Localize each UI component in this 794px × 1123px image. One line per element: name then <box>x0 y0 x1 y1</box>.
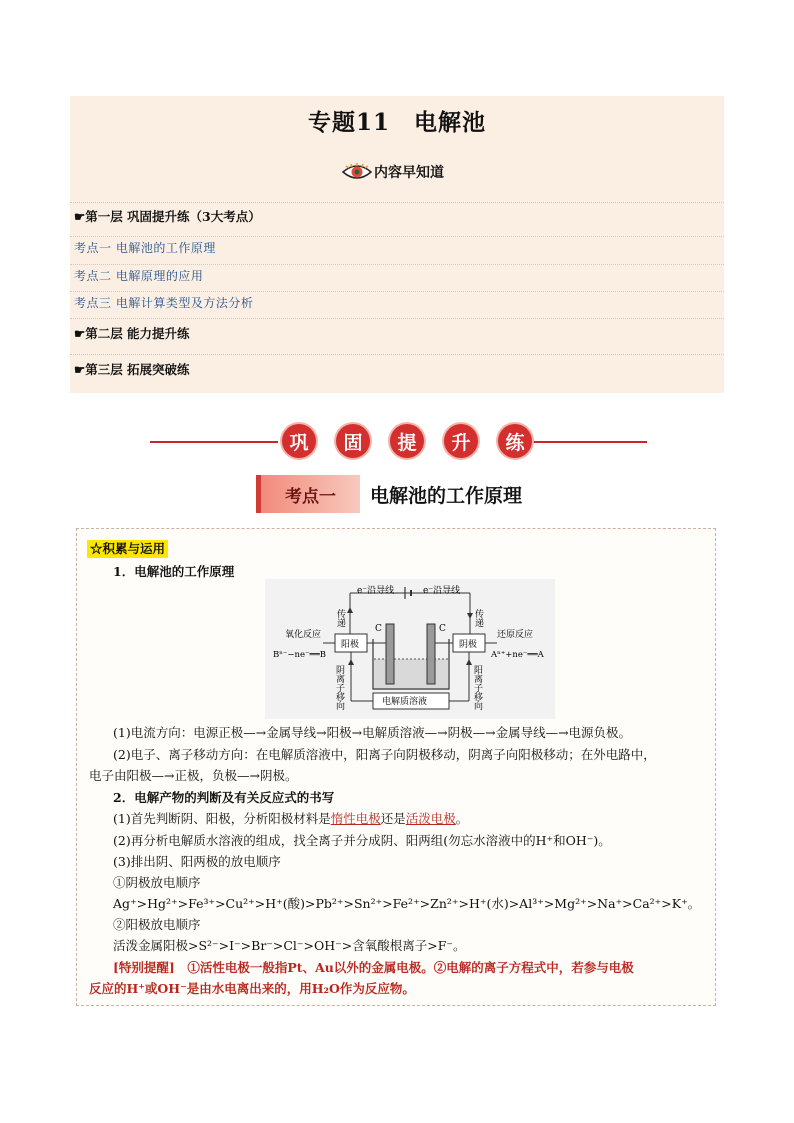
line-composition: (2)再分析电解质水溶液的组成，找全离子并分成阴、阳两组(勿忘水溶液中的H⁺和OH⁻)。 <box>113 833 611 848</box>
inert-electrode-term: 惰性电极 <box>330 811 381 826</box>
transfer-left-label: 传递 <box>335 609 345 627</box>
toc-layer-3[interactable]: ☛第三层 拓展突破练 <box>74 362 190 377</box>
accumulate-badge: ☆积累与运用 <box>87 540 168 558</box>
section-banner <box>150 424 647 460</box>
wire-left-label: e⁻沿导线 <box>357 586 395 596</box>
line-movement-a: (2)电子、离子移动方向：在电解质溶液中，阳离子向阴极移动，阴离子向阳极移动；在外电路中， <box>113 747 656 762</box>
toc-layer-2[interactable]: ☛第二层 能力提升练 <box>74 326 190 341</box>
special-reminder-a: [特别提醒] ①活性电极一般指Pt、Au以外的金属电极。②电解的离子方程式中，若参与电极 <box>113 960 634 975</box>
cation-migration-label: 阳离子移向 <box>472 665 482 710</box>
line-cathode-order-title: ①阴极放电顺序 <box>113 875 201 890</box>
content-box <box>76 528 716 1006</box>
cathode-label: 阴极 <box>459 640 478 650</box>
eye-icon <box>342 163 372 181</box>
toc-point-3[interactable]: 考点三 电解计算类型及方法分析 <box>74 296 254 310</box>
line-anode-order-title: ②阳极放电顺序 <box>113 917 201 932</box>
banner-char: 练 <box>498 424 532 458</box>
kaodian-header <box>256 475 522 513</box>
overview-label: 内容早知道 <box>374 165 444 181</box>
anode-label: 阳极 <box>341 640 360 650</box>
transfer-right-label: 传递 <box>473 609 483 627</box>
toc-layer-1[interactable]: ☛第一层 巩固提升练（3大考点） <box>74 209 261 224</box>
heading-1: 1．电解池的工作原理 <box>113 564 235 579</box>
toc-divider <box>70 202 724 203</box>
anion-migration-label: 阴离子移向 <box>334 665 344 710</box>
line-judge-electrode: (1)首先判断阴、阳极，分析阳极材料是惰性电极还是活泼电极。 <box>113 811 469 826</box>
toc-point-1[interactable]: 考点一 电解池的工作原理 <box>74 241 216 255</box>
active-electrode-term: 活泼电极 <box>405 811 456 826</box>
wire-right-label: e⁻沿导线 <box>423 586 461 596</box>
toc-divider <box>70 236 724 237</box>
electrolysis-diagram <box>265 579 555 719</box>
toc-point-2[interactable]: 考点二 电解原理的应用 <box>74 269 204 283</box>
toc-divider <box>70 264 724 265</box>
oxidation-equation: Bⁿ⁻−ne⁻══B <box>273 650 327 660</box>
electrolyte-label: 电解质溶液 <box>382 697 428 707</box>
overview-heading <box>342 160 444 184</box>
heading-2: 2．电解产物的判断及有关反应式的书写 <box>113 790 335 805</box>
carbon-left-label: C <box>375 624 382 634</box>
page-title: 专题11 电解池 <box>307 109 486 136</box>
banner-line-left <box>150 441 278 443</box>
kaodian-name: 电解池的工作原理 <box>370 484 523 507</box>
line-current-direction: (1)电流方向：电源正极—→金属导线→阳极→电解质溶液—→阴极—→金属导线—→电源负极。 <box>113 725 632 740</box>
toc-panel <box>70 96 724 393</box>
line-anode-order: 活泼金属阳极>S²⁻>I⁻>Br⁻>Cl⁻>OH⁻>含氧酸根离子>F⁻。 <box>113 938 466 953</box>
banner-char: 巩 <box>282 424 316 458</box>
carbon-right-label: C <box>439 624 446 634</box>
kaodian-tag: 考点一 <box>256 475 360 513</box>
banner-char: 固 <box>336 424 370 458</box>
line-movement-b: 电子由阳极—→正极，负极—→阴极。 <box>89 768 298 783</box>
reduction-equation: Aⁿ⁺+ne⁻══A <box>491 650 544 660</box>
line-cathode-order: Ag⁺>Hg²⁺>Fe³⁺>Cu²⁺>H⁺(酸)>Pb²⁺>Sn²⁺>Fe²⁺>Zn²⁺>H⁺(水)>Al³⁺>Mg²⁺>Na⁺>Ca²⁺>K⁺。 <box>113 896 701 911</box>
banner-chars <box>282 424 532 458</box>
special-reminder-b: 反应的H⁺或OH⁻是由水电离出来的，用H₂O作为反应物。 <box>89 981 415 996</box>
toc-divider <box>70 291 724 292</box>
banner-char: 提 <box>390 424 424 458</box>
oxidation-label: 氧化反应 <box>285 630 322 640</box>
line-discharge-order: (3)排出阴、阳两极的放电顺序 <box>113 854 281 869</box>
toc-divider <box>70 354 724 355</box>
banner-line-right <box>526 441 647 443</box>
banner-char: 升 <box>444 424 478 458</box>
reduction-label: 还原反应 <box>497 630 534 640</box>
toc-divider <box>70 318 724 319</box>
